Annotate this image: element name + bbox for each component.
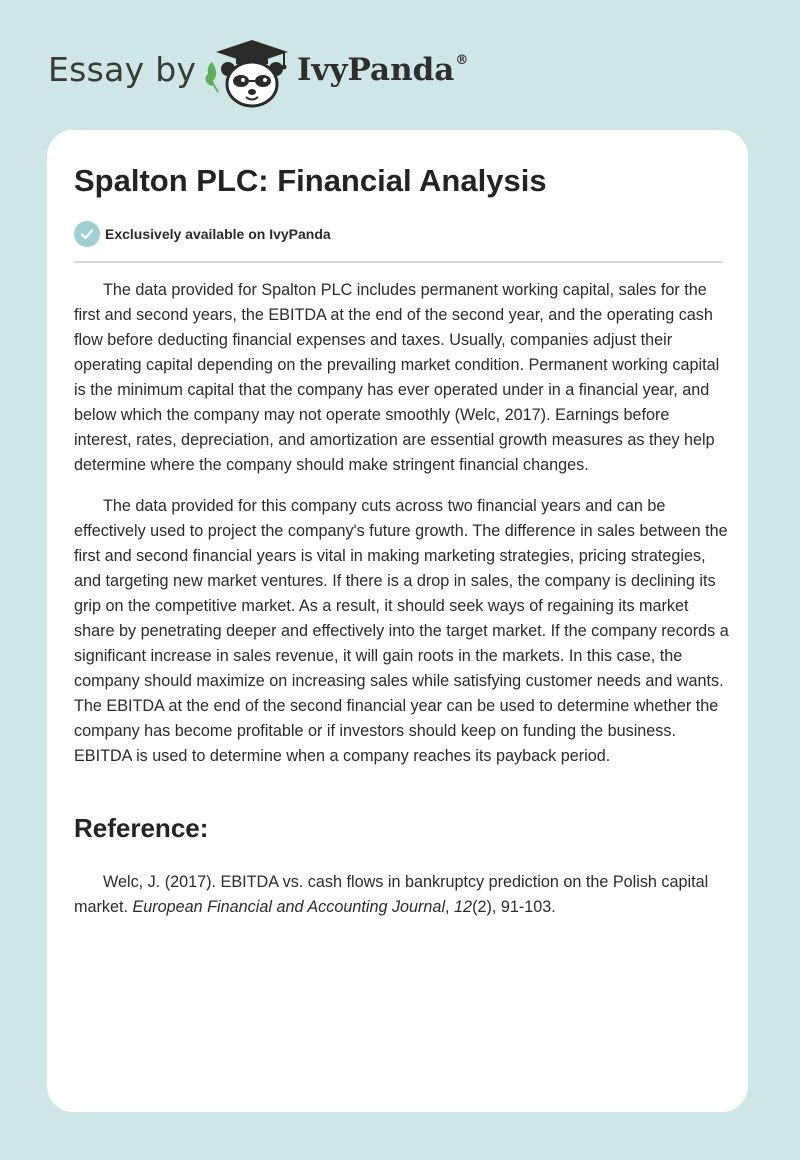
article-card xyxy=(47,130,748,1112)
reference-heading: Reference: xyxy=(74,813,209,843)
site-header xyxy=(0,0,800,130)
exclusive-badge-text: Exclusively available on IvyPanda xyxy=(105,226,331,242)
exclusive-badge xyxy=(74,221,331,247)
reference-authors: Welc, J. (2017). EBITDA vs. cash flows in bankruptcy prediction on the Polish capital market. xyxy=(74,873,709,916)
reference-separator: , xyxy=(445,898,455,916)
page-title: Spalton PLC: Financial Analysis xyxy=(74,163,547,198)
panda-logo-icon[interactable] xyxy=(200,36,296,110)
paragraph-1: The data provided for Spalton PLC includes permanent working capital, sales for the first and second years, the EBITDA at the end of the second year, and the operating cash flow before deducting financial expenses and taxes. Usually, companies adjust their operating capital depending on the prevailing market condition. Permanent working capital is the minimum capital that the company has ever operated under in a financial year, and below which the company may not operate smoothly (Welc, 2017). Earnings before interest, rates, depreciation, and amortization are essential growth measures as they help determine where the company should make stringent financial changes. xyxy=(74,281,720,474)
reference-volume: 12 xyxy=(454,898,473,916)
divider xyxy=(74,261,723,263)
registered-mark: ® xyxy=(455,52,469,68)
reference-pages: (2), 91-103. xyxy=(472,898,556,916)
reference-entry xyxy=(74,870,730,920)
reference-journal: European Financial and Accounting Journal xyxy=(132,898,446,916)
brand-name[interactable] xyxy=(297,52,468,88)
brand-text: IvyPanda xyxy=(297,52,455,88)
essay-by-label: Essay by xyxy=(48,50,197,89)
checkmark-icon xyxy=(74,221,100,247)
paragraph-2: The data provided for this company cuts across two financial years and can be effectively used to project the company's future growth. The difference in sales between the first and second financial years is vital in making marketing strategies, pricing strategies, and targeting new market ventures. If there is a drop in sales, the company is declining its grip on the competitive market. As a result, it should seek ways of regaining its market share by penetrating deeper and effectively into the target market. If the company records a significant increase in sales revenue, it will gain roots in the markets. In this case, the company should maximize on increasing sales while satisfying customer needs and wants. The EBITDA at the end of the second financial year can be used to determine whether the company has become profitable or if investors should keep on funding the business. EBITDA is used to determine when a company reaches its payback period. xyxy=(74,497,729,765)
